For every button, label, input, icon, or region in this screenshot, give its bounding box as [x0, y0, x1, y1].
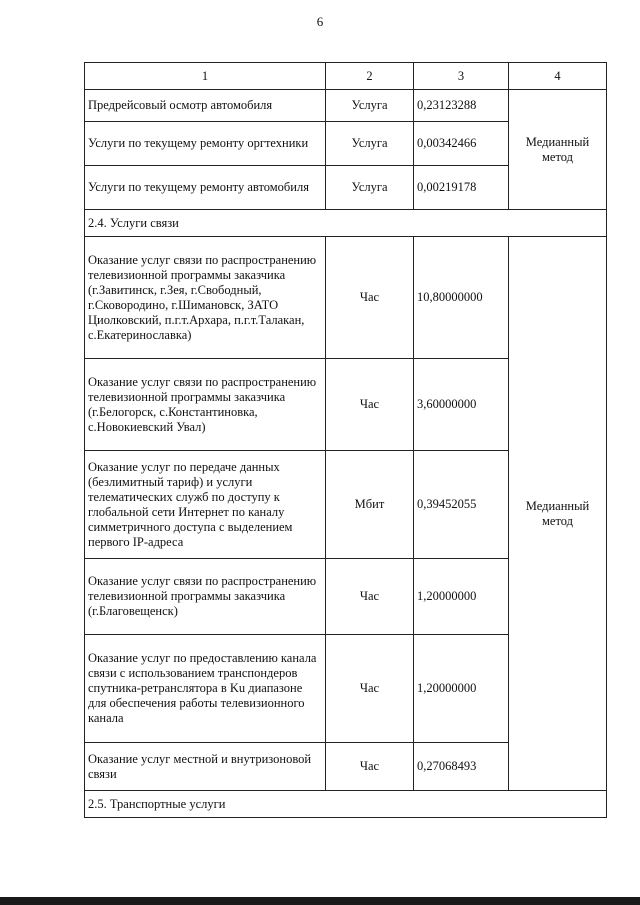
- section-row: [85, 791, 607, 818]
- header-row: [85, 63, 607, 90]
- scan-bottom-border: [0, 897, 640, 905]
- service-name: Оказание услуг связи по распространению телевизионной программы заказчика (г.Благовещенск): [85, 559, 326, 635]
- service-name: Оказание услуг местной и внутризоновой связи: [85, 743, 326, 791]
- service-value: 1,20000000: [414, 559, 509, 635]
- page-number: 6: [316, 14, 324, 29]
- service-value: 10,80000000: [414, 237, 509, 359]
- service-unit: Услуга: [326, 122, 414, 166]
- service-value: 0,00342466: [414, 122, 509, 166]
- service-unit: Час: [326, 359, 414, 451]
- column-header: 4: [509, 63, 607, 90]
- column-header: 2: [326, 63, 414, 90]
- service-value: 3,60000000: [414, 359, 509, 451]
- service-unit: Час: [326, 559, 414, 635]
- table-row: [85, 237, 607, 359]
- service-unit: Час: [326, 635, 414, 743]
- service-name: Оказание услуг связи по распространению телевизионной программы заказчика (г.Белогорск, с.Константиновка, с.Новокиевский Увал): [85, 359, 326, 451]
- service-unit: Час: [326, 743, 414, 791]
- section-row: [85, 210, 607, 237]
- method-cell: Медианный метод: [509, 237, 607, 791]
- service-value: 0,27068493: [414, 743, 509, 791]
- service-name: Услуги по текущему ремонту автомобиля: [85, 166, 326, 210]
- service-name: Оказание услуг по передаче данных (безлимитный тариф) и услуги телематических служб по доступу к глобальной сети Интернет по каналу симметричного доступа с выделением первого IP-адреса: [85, 451, 326, 559]
- method-cell: Медианный метод: [509, 90, 607, 210]
- service-unit: Час: [326, 237, 414, 359]
- section-title: 2.4. Услуги связи: [85, 210, 607, 237]
- service-name: Оказание услуг связи по распространению телевизионной программы заказчика (г.Завитинск, г.Зея, г.Свободный, г.Сковородино, г.Шимановск, ЗАТО Циолковский, п.г.т.Архара, п.г.т.Талакан, с.Екатеринославка): [85, 237, 326, 359]
- service-unit: Мбит: [326, 451, 414, 559]
- service-value: 0,00219178: [414, 166, 509, 210]
- service-value: 0,23123288: [414, 90, 509, 122]
- service-name: Предрейсовый осмотр автомобиля: [85, 90, 326, 122]
- service-value: 0,39452055: [414, 451, 509, 559]
- service-value: 1,20000000: [414, 635, 509, 743]
- table-row: [85, 90, 607, 122]
- section-title: 2.5. Транспортные услуги: [85, 791, 607, 818]
- services-table: [84, 62, 607, 818]
- service-unit: Услуга: [326, 90, 414, 122]
- service-name: Оказание услуг по предоставлению канала связи с использованием транспондеров спутника-ретранслятора в Ku диапазоне для обеспечения работы телевизионного канала: [85, 635, 326, 743]
- service-unit: Услуга: [326, 166, 414, 210]
- service-name: Услуги по текущему ремонту оргтехники: [85, 122, 326, 166]
- column-header: 3: [414, 63, 509, 90]
- column-header: 1: [85, 63, 326, 90]
